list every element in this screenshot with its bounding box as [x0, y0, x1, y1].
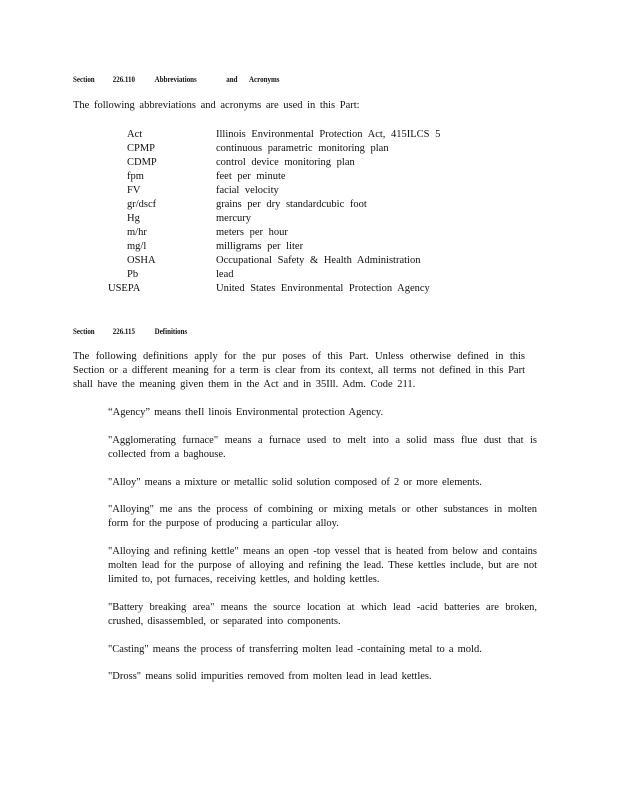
- section-label: Section: [73, 74, 95, 84]
- definitions-intro: The following definitions apply for the pur poses of this Part. Unless otherwise defined in this Section or a different meaning for a term is clear from its context, all terms not defined in this Part shall have the meaning given them in the Act and in 35Ill. Adm. Code 211.: [73, 351, 525, 390]
- abbreviation-definition: mercury: [216, 213, 251, 224]
- definition-entry: "Agglomerating furnace" means a furnace used to melt into a solid mass flue dust that is collected from a baghouse.: [108, 435, 537, 460]
- abbreviation-row: [0, 226, 618, 240]
- abbreviation-term: USEPA: [108, 283, 141, 294]
- section-title-word: Acronyms: [249, 74, 280, 84]
- section-title-word: and: [226, 74, 238, 84]
- section-title-word: Abbreviations: [154, 74, 197, 84]
- abbreviation-definition: Illinois Environmental Protection Act, 415ILCS 5: [216, 129, 441, 140]
- abbreviation-row: [0, 142, 618, 156]
- abbreviation-definition: milligrams per liter: [216, 241, 304, 252]
- section-heading-definitions: [73, 326, 187, 336]
- definition-entry: "Battery breaking area" means the source location at which lead -acid batteries are broken, crushed, disassembled, or separated into components.: [108, 602, 537, 627]
- abbreviation-term: mg/l: [127, 241, 147, 252]
- abbreviation-row: [0, 268, 618, 282]
- abbreviation-term: FV: [127, 185, 141, 196]
- abbreviation-row: [0, 254, 618, 268]
- abbreviation-definition: feet per minute: [216, 171, 286, 182]
- abbreviation-row: [0, 212, 618, 226]
- definition-entry: “Agency” means theIl linois Environmental protection Agency.: [108, 407, 384, 418]
- definition-entry: "Alloy" means a mixture or metallic solid solution composed of 2 or more elements.: [108, 477, 482, 488]
- abbreviation-definition: grains per dry standardcubic foot: [216, 199, 367, 210]
- abbreviation-row: [0, 128, 618, 142]
- abbreviation-term: fpm: [127, 171, 144, 182]
- abbreviation-row: [0, 198, 618, 212]
- definition-entry: "Alloying" me ans the process of combining or mixing metals or other substances in molten form for the purpose of producing a particular alloy.: [108, 504, 537, 529]
- abbreviation-term: OSHA: [127, 255, 156, 266]
- section-number: 226.110: [112, 74, 135, 84]
- section-heading-abbreviations: [73, 74, 279, 84]
- abbreviation-definition: lead: [216, 269, 234, 280]
- abbreviation-definition: United States Environmental Protection Agency: [216, 283, 430, 294]
- abbreviations-intro: The following abbreviations and acronyms are used in this Part:: [73, 100, 360, 111]
- abbreviation-term: m/hr: [127, 227, 147, 238]
- abbreviation-term: Hg: [127, 213, 140, 224]
- abbreviation-definition: continuous parametric monitoring plan: [216, 143, 389, 154]
- abbreviation-term: gr/dscf: [127, 199, 157, 210]
- abbreviation-row: [0, 282, 618, 296]
- abbreviation-definition: meters per hour: [216, 227, 288, 238]
- abbreviation-term: CPMP: [127, 143, 156, 154]
- definition-entry: "Dross" means solid impurities removed from molten lead in lead kettles.: [108, 671, 432, 682]
- abbreviation-term: CDMP: [127, 157, 157, 168]
- abbreviation-row: [0, 184, 618, 198]
- section-label: Section: [73, 326, 95, 336]
- abbreviation-definition: control device monitoring plan: [216, 157, 355, 168]
- abbreviation-definition: Occupational Safety & Health Administration: [216, 255, 421, 266]
- abbreviation-definition: facial velocity: [216, 185, 279, 196]
- section-number: 226.115: [112, 326, 135, 336]
- section-title-word: Definitions: [154, 326, 188, 336]
- abbreviation-term: Pb: [127, 269, 139, 280]
- definition-entry: "Casting" means the process of transferring molten lead -containing metal to a mold.: [108, 644, 482, 655]
- abbreviation-term: Act: [127, 129, 143, 140]
- abbreviation-row: [0, 240, 618, 254]
- abbreviation-row: [0, 170, 618, 184]
- definition-entry: "Alloying and refining kettle" means an open -top vessel that is heated from below and contains molten lead for the purpose of alloying and refining the lead. These kettles include, but are not limited to, pot furnaces, receiving kettles, and holding kettles.: [108, 546, 537, 585]
- abbreviation-row: [0, 156, 618, 170]
